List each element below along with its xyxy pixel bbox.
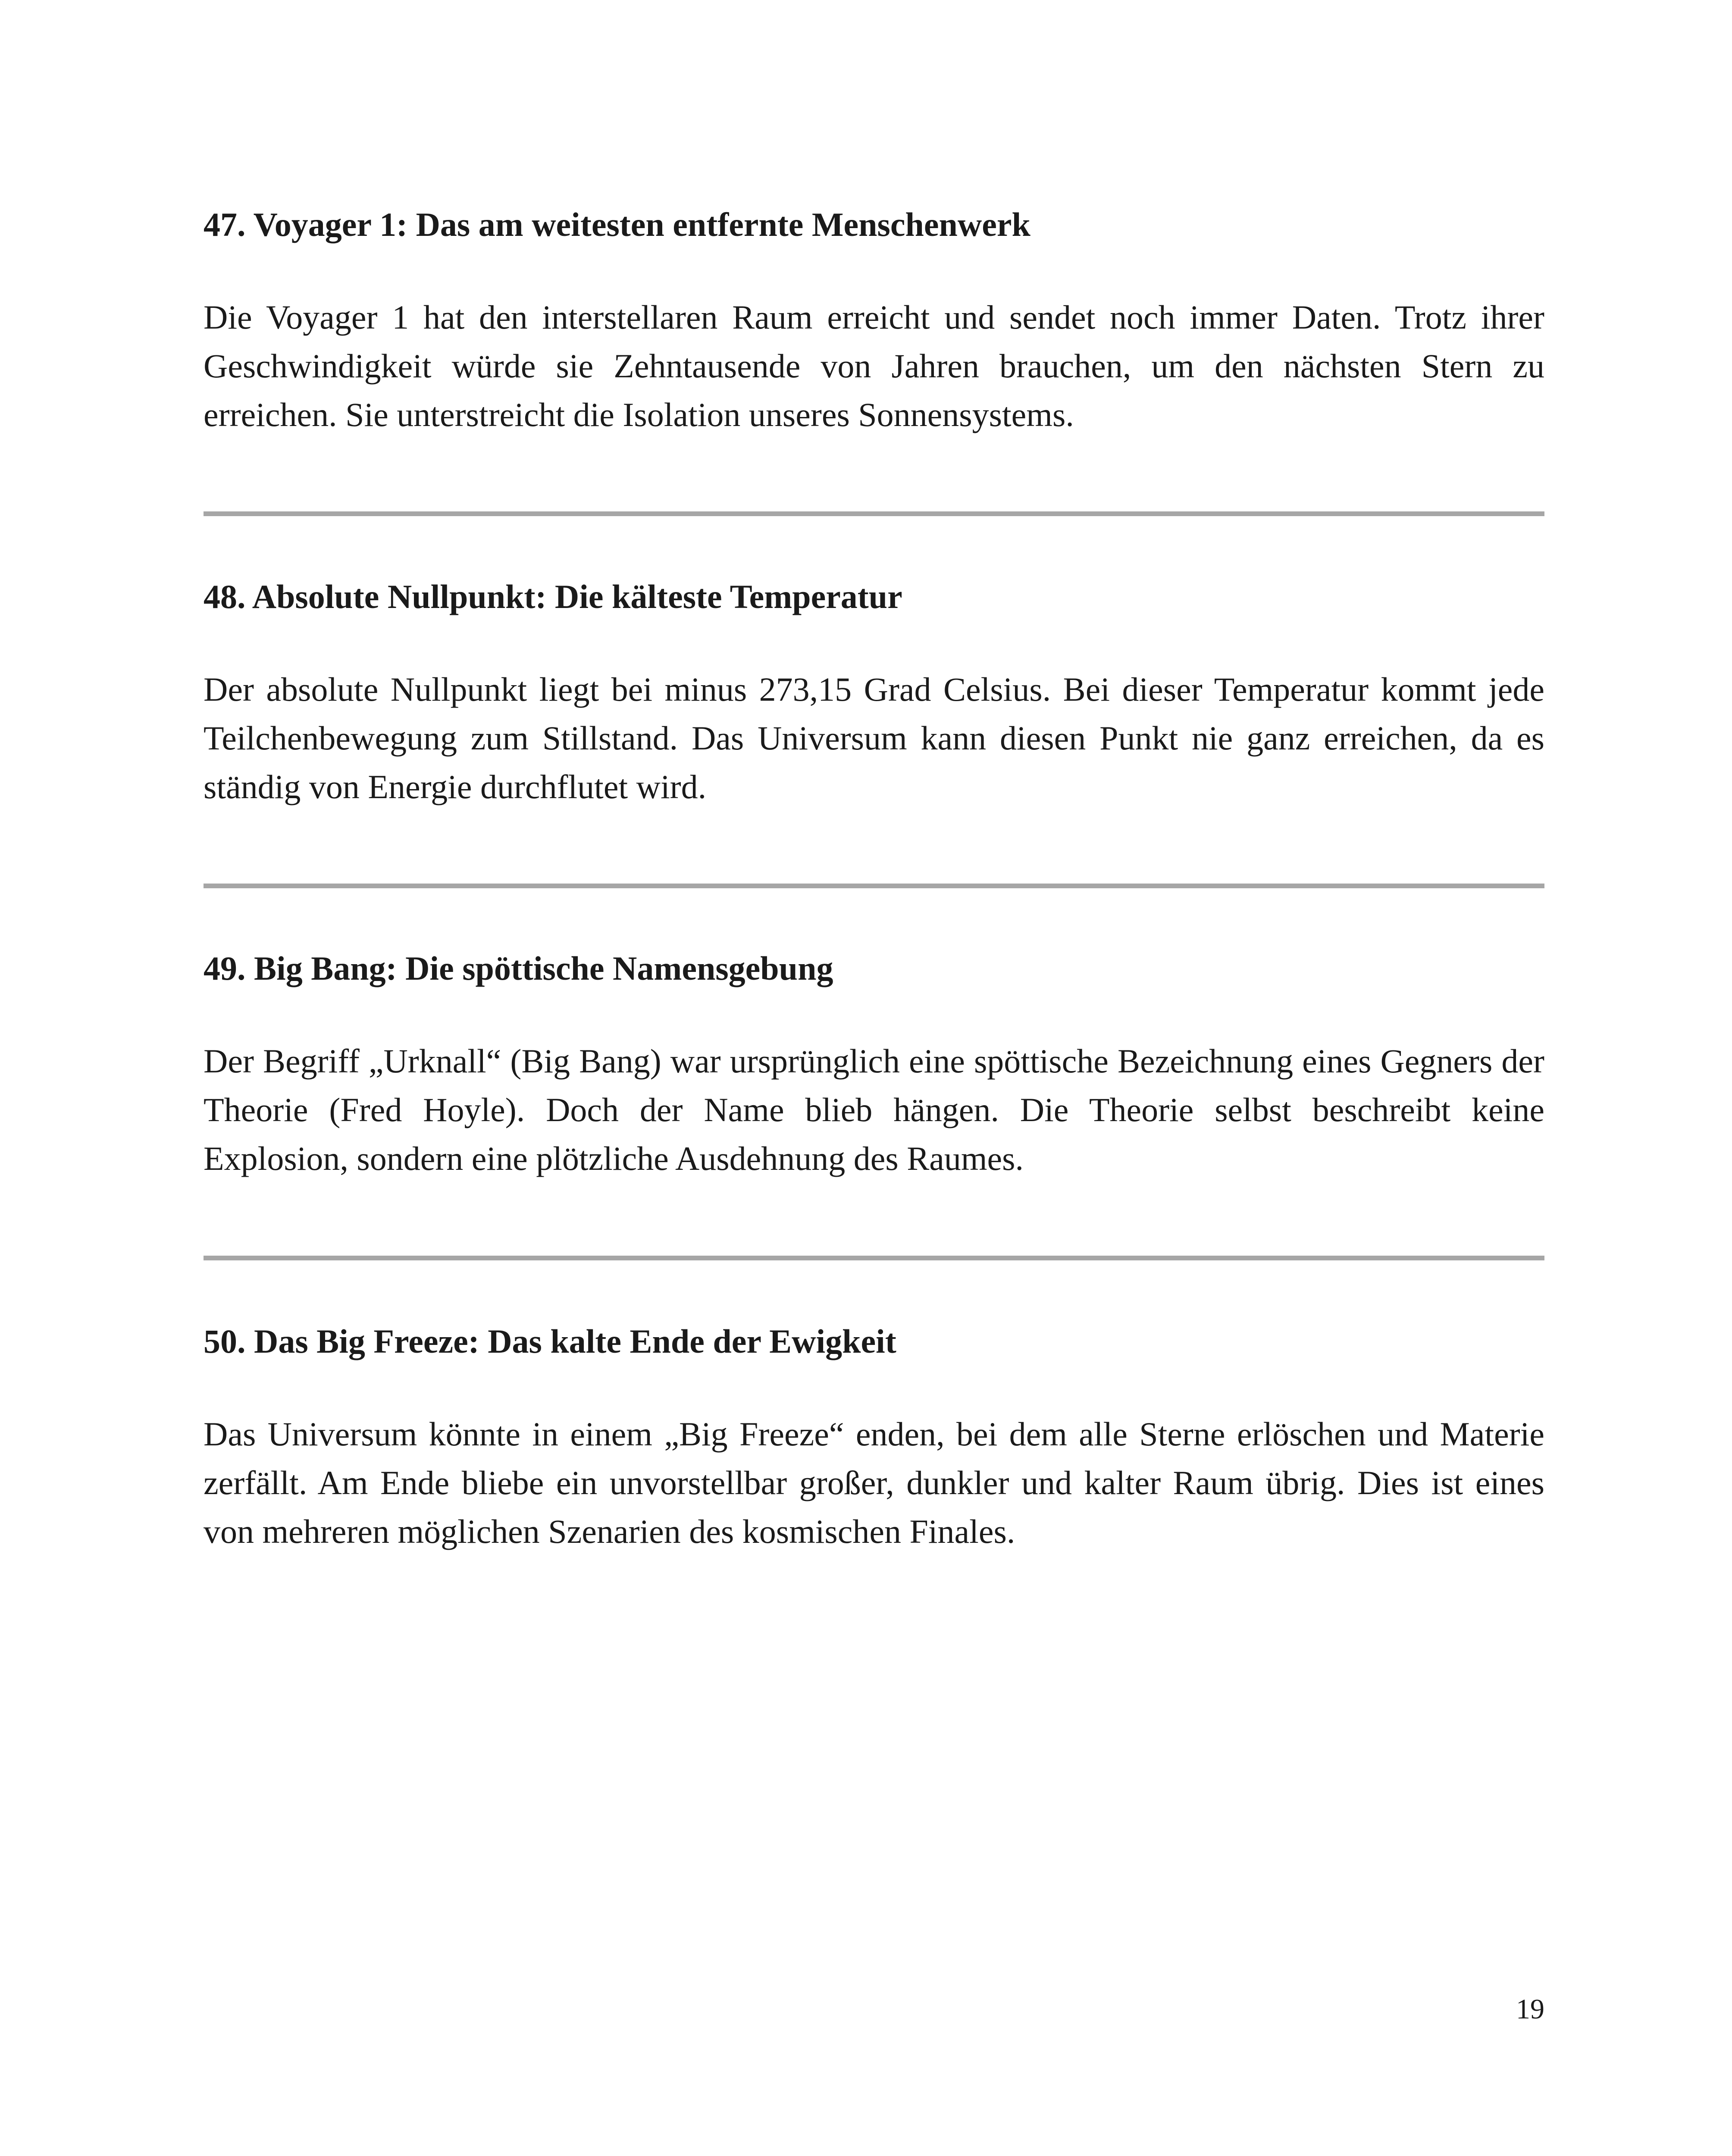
section-body: Der Begriff „Urknall“ (Big Bang) war ursprünglich eine spöttische Bezeichnung eines Gegners der Theorie (Fred Hoyle). Doch der Name blieb hängen. Die Theorie selbst beschreibt keine Explosion, sondern eine plötzliche Ausdehnung des Raumes.	[204, 1042, 1544, 1177]
section-body: Die Voyager 1 hat den interstellaren Raum erreicht und sendet noch immer Daten. Trotz ihrer Geschwindigkeit würde sie Zehntausende von Jahren brauchen, um den nächsten Stern zu erreichen. Sie unterstreicht die Isolation unseres Sonnensystems.	[204, 298, 1544, 433]
section-49	[204, 949, 1544, 1183]
section-divider	[204, 884, 1544, 888]
section-heading: 47. Voyager 1: Das am weitesten entfernte Menschenwerk	[204, 206, 1030, 243]
section-divider	[204, 511, 1544, 516]
section-50	[204, 1322, 1544, 1556]
section-heading: 49. Big Bang: Die spöttische Namensgebung	[204, 950, 833, 987]
section-divider	[204, 1256, 1544, 1260]
section-48	[204, 577, 1544, 811]
section-heading: 50. Das Big Freeze: Das kalte Ende der Ewigkeit	[204, 1322, 896, 1360]
section-body: Der absolute Nullpunkt liegt bei minus 273,15 Grad Celsius. Bei dieser Temperatur kommt jede Teilchenbewegung zum Stillstand. Das Universum kann diesen Punkt nie ganz erreichen, da es ständig von Energie durchflutet wird.	[204, 671, 1544, 805]
page-number: 19	[1516, 1993, 1544, 2025]
section-body: Das Universum könnte in einem „Big Freeze“ enden, bei dem alle Sterne erlöschen und Materie zerfällt. Am Ende bliebe ein unvorstellbar großer, dunkler und kalter Raum übrig. Dies ist eines von mehreren möglichen Szenarien des kosmischen Finales.	[204, 1415, 1544, 1550]
section-heading: 48. Absolute Nullpunkt: Die kälteste Temperatur	[204, 578, 902, 615]
section-47	[204, 205, 1544, 439]
